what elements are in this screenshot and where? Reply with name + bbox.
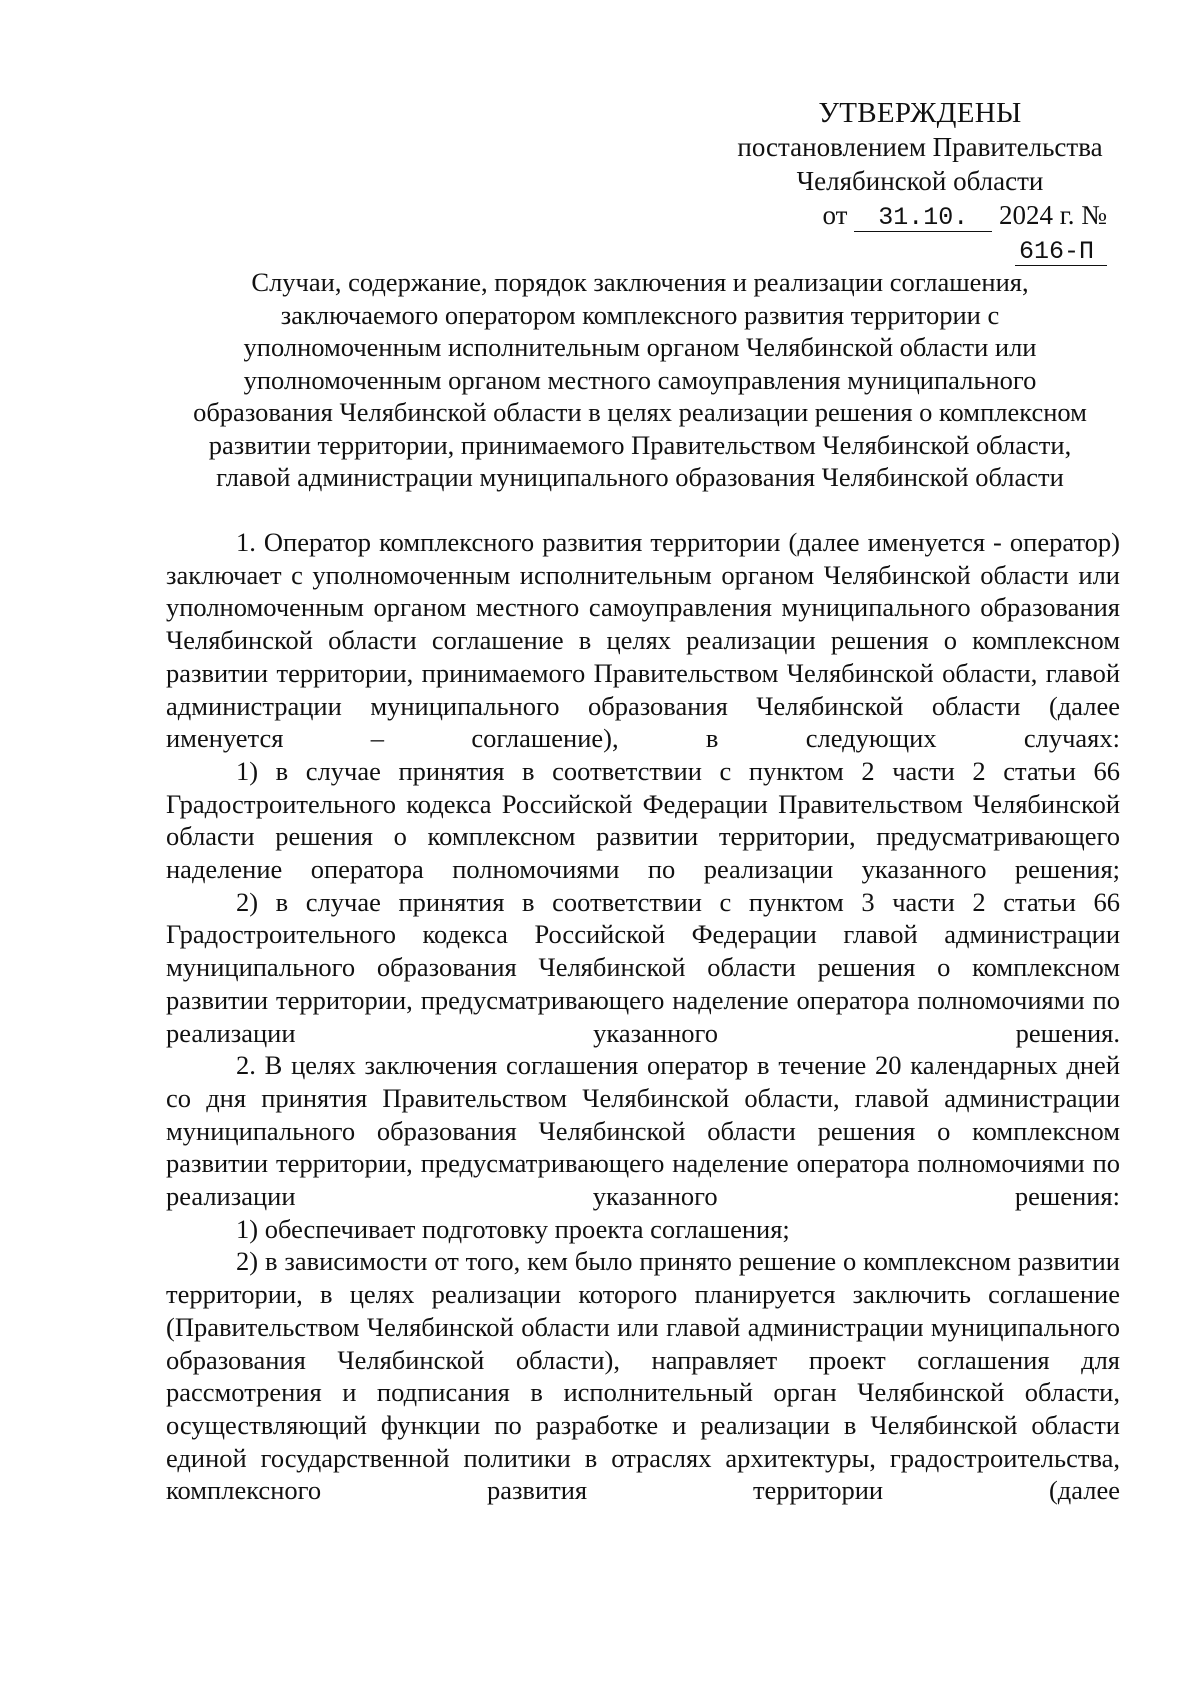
title-line: образования Челябинской области в целях реализации решения о комплексном	[193, 397, 1087, 427]
paragraph-2: 2. В целях заключения соглашения оператор в течение 20 календарных дней со дня принятия Правительством Челябинской области, главой администрации муниципального образования Челябинской области решения о комплексном развитии территории, предусматривающего наделение оператора полномочиями по реализации указанного решения:	[166, 1050, 1120, 1212]
document-number-line	[725, 198, 1115, 266]
title-line: развитии территории, принимаемого Правительством Челябинской области,	[208, 429, 1072, 460]
paragraph-1: 1. Оператор комплексного развития территории (далее именуется - оператор) заключает с уполномоченным исполнительным органом Челябинской области или уполномоченным органом местного самоуправления муниципального образования Челябинской области соглашение в целях реализации решения о комплексном развитии территории, принимаемого Правительством Челябинской области, главой администрации муниципального образования Челябинской области (далее именуется – соглашение), в следующих случаях:	[166, 527, 1120, 754]
document-body	[166, 526, 1120, 1507]
title-line: уполномоченным исполнительным органом Челябинской области или	[243, 332, 1037, 362]
number-field: 616-П	[1015, 239, 1107, 266]
title-line: заключаемого оператором комплексного развития территории с	[280, 299, 1000, 330]
paragraph-2-item-2: 2) в зависимости от того, кем было принято решение о комплексном развитии территории, в целях реализации которого планируется заключить соглашение (Правительством Челябинской области или главой администрации муниципального образования Челябинской области), направляет проект соглашения для рассмотрения и подписания в исполнительный орган Челябинской области, осуществляющий функции по разработке и реализации в Челябинской области единой государственной политики в отраслях архитектуры, градостроительства, комплексного развития территории (далее	[166, 1246, 1120, 1506]
approval-line-region: Челябинской области	[796, 166, 1044, 196]
approval-block	[725, 96, 1115, 266]
paragraph-1-item-1: 1) в случае принятия в соответствии с пунктом 2 части 2 статьи 66 Градостроительного кодекса Российской Федерации Правительством Челябинской области решения о комплексном развитии территории, предусматривающего наделение оператора полномочиями по реализации указанного решения;	[166, 755, 1120, 885]
date-prefix: от	[822, 200, 848, 230]
paragraph-2-item-1: 1) обеспечивает подготовку проекта соглашения;	[236, 1213, 790, 1244]
year-suffix: 2024 г. №	[998, 200, 1107, 230]
approval-line-resolution: постановлением Правительства	[737, 132, 1103, 162]
paragraph-1-item-2: 2) в случае принятия в соответствии с пунктом 3 части 2 статьи 66 Градостроительного кодекса Российской Федерации главой администрации муниципального образования Челябинской области решения о комплексном развитии территории, предусматривающего наделение оператора полномочиями по реализации указанного решения.	[166, 886, 1120, 1048]
document-title	[160, 266, 1120, 494]
approval-heading: УТВЕРЖДЕНЫ	[818, 97, 1022, 129]
title-line: Случаи, содержание, порядок заключения и реализации соглашения,	[251, 267, 1029, 297]
title-line: главой администрации муниципального образования Челябинской области	[216, 462, 1064, 492]
title-line: уполномоченным органом местного самоуправления муниципального	[243, 364, 1037, 395]
date-field: 31.10.	[854, 205, 992, 232]
